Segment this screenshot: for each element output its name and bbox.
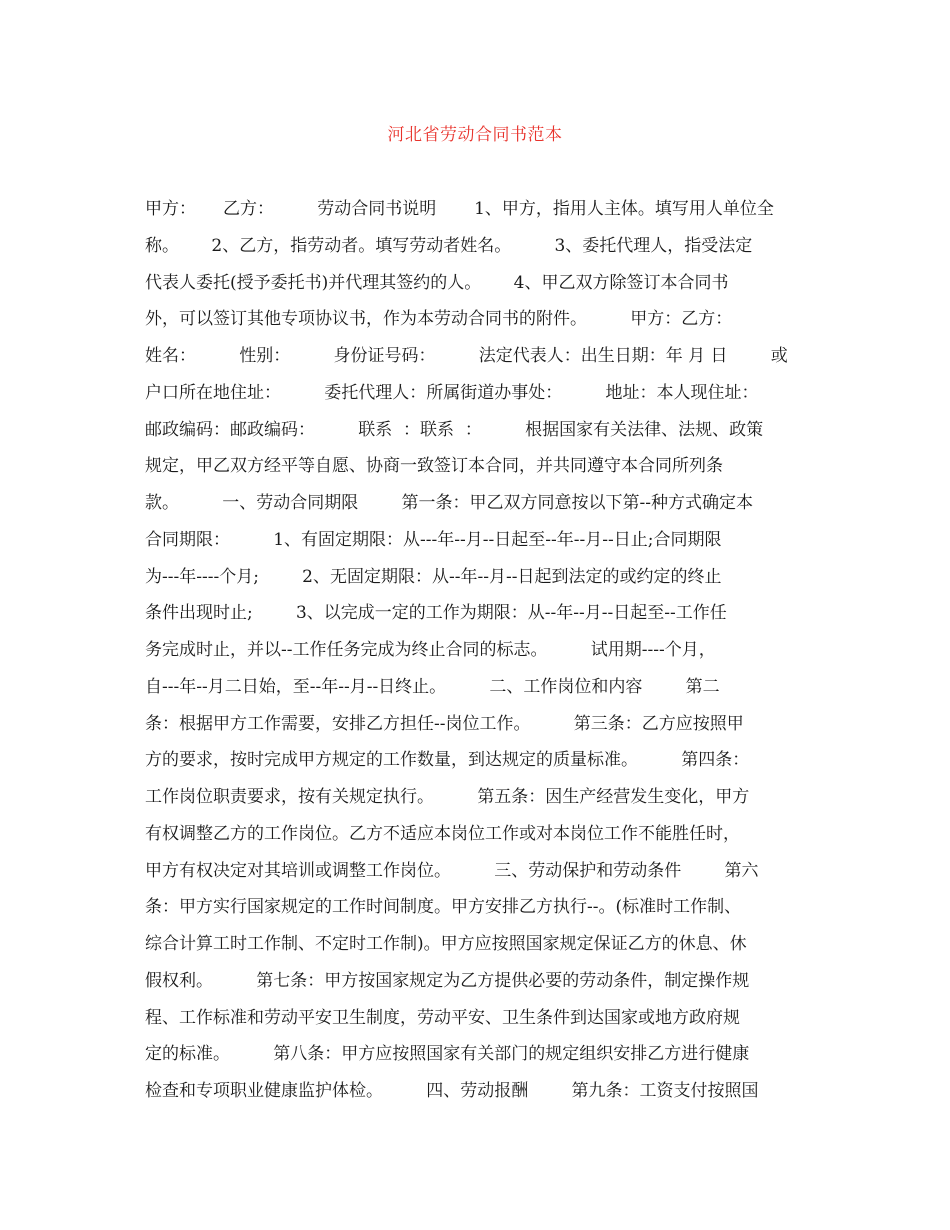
text-line: 综合计算工时工作制、不定时工作制)。甲方应按照国家规定保证乙方的休息、休 xyxy=(145,934,747,954)
text-line: 条：甲方实行国家规定的工作时间制度。甲方安排乙方执行--。(标准时工作制、 xyxy=(145,897,742,918)
text-line: 定的标准。 第八条：甲方应按照国家有关部门的规定组织安排乙方进行健康 xyxy=(145,1044,750,1065)
text-line: 邮政编码：邮政编码： 联系 ：联系 ： 根据国家有关法律、法规、政策 xyxy=(145,419,764,440)
document-title: 河北省劳动合同书范本 xyxy=(387,125,563,145)
text-line: 方的要求，按时完成甲方规定的工作数量，到达规定的质量标准。 第四条： xyxy=(145,750,750,771)
text-line: 甲方有权决定对其培训或调整工作岗位。 三、劳动保护和劳动条件 第六 xyxy=(145,860,759,881)
text-line: 姓名： 性别： 身份证号码： 法定代表人：出生日期：年 月 日 或 xyxy=(145,346,788,366)
text-line: 款。 一、劳动合同期限 第一条：甲乙双方同意按以下第--种方式确定本 xyxy=(145,493,753,513)
text-line: 为---年----个月; 2、无固定期限：从--年--月--日起到法定的或约定的终止 xyxy=(145,566,722,587)
text-line: 有权调整乙方的工作岗位。乙方不适应本岗位工作或对本岗位工作不能胜任时， xyxy=(145,823,740,844)
text-line: 务完成时止，并以--工作任务完成为终止合同的标志。 试用期----个月， xyxy=(145,640,716,660)
text-line: 假权利。 第七条：甲方按国家规定为乙方提供必要的劳动条件，制定操作规 xyxy=(145,970,750,991)
text-line: 称。 2、乙方，指劳动者。填写劳动者姓名。 3、委托代理人，指受法定 xyxy=(145,235,753,256)
text-line: 自---年--月二日始，至--年--月--日终止。 二、工作岗位和内容 第二 xyxy=(145,676,720,697)
text-line: 外，可以签订其他专项协议书，作为本劳动合同书的附件。 甲方：乙方： xyxy=(145,309,733,330)
text-line: 合同期限： 1、有固定期限：从---年--月--日起至--年--月--日止;合同期限 xyxy=(145,529,722,550)
text-line: 条：根据甲方工作需要，安排乙方担任--岗位工作。 第三条：乙方应按照甲 xyxy=(145,713,744,734)
text-line: 代表人委托(授予委托书)并代理其签约的人。 4、甲乙双方除签订本合同书 xyxy=(145,272,729,293)
text-line: 工作岗位职责要求，按有关规定执行。 第五条：因生产经营发生变化，甲方 xyxy=(145,787,750,807)
document-body xyxy=(145,191,815,1110)
text-line: 规定，甲乙双方经平等自愿、协商一致签订本合同，并共同遵守本合同所列条 xyxy=(145,456,723,477)
text-line: 检查和专项职业健康监护体检。 四、劳动报酬 第九条：工资支付按照国 xyxy=(145,1081,759,1101)
text-line: 甲方： 乙方： 劳动合同书说明 1、甲方，指用人主体。填写用人单位全 xyxy=(145,199,774,219)
text-line: 户口所在地住址： 委托代理人：所属街道办事处： 地址：本人现住址： xyxy=(145,382,759,403)
text-line: 条件出现时止; 3、以完成一定的工作为期限：从--年--月--日起至--工作任 xyxy=(145,603,727,624)
text-line: 程、工作标准和劳动平安卫生制度，劳动平安、卫生条件到达国家或地方政府规 xyxy=(145,1007,740,1028)
